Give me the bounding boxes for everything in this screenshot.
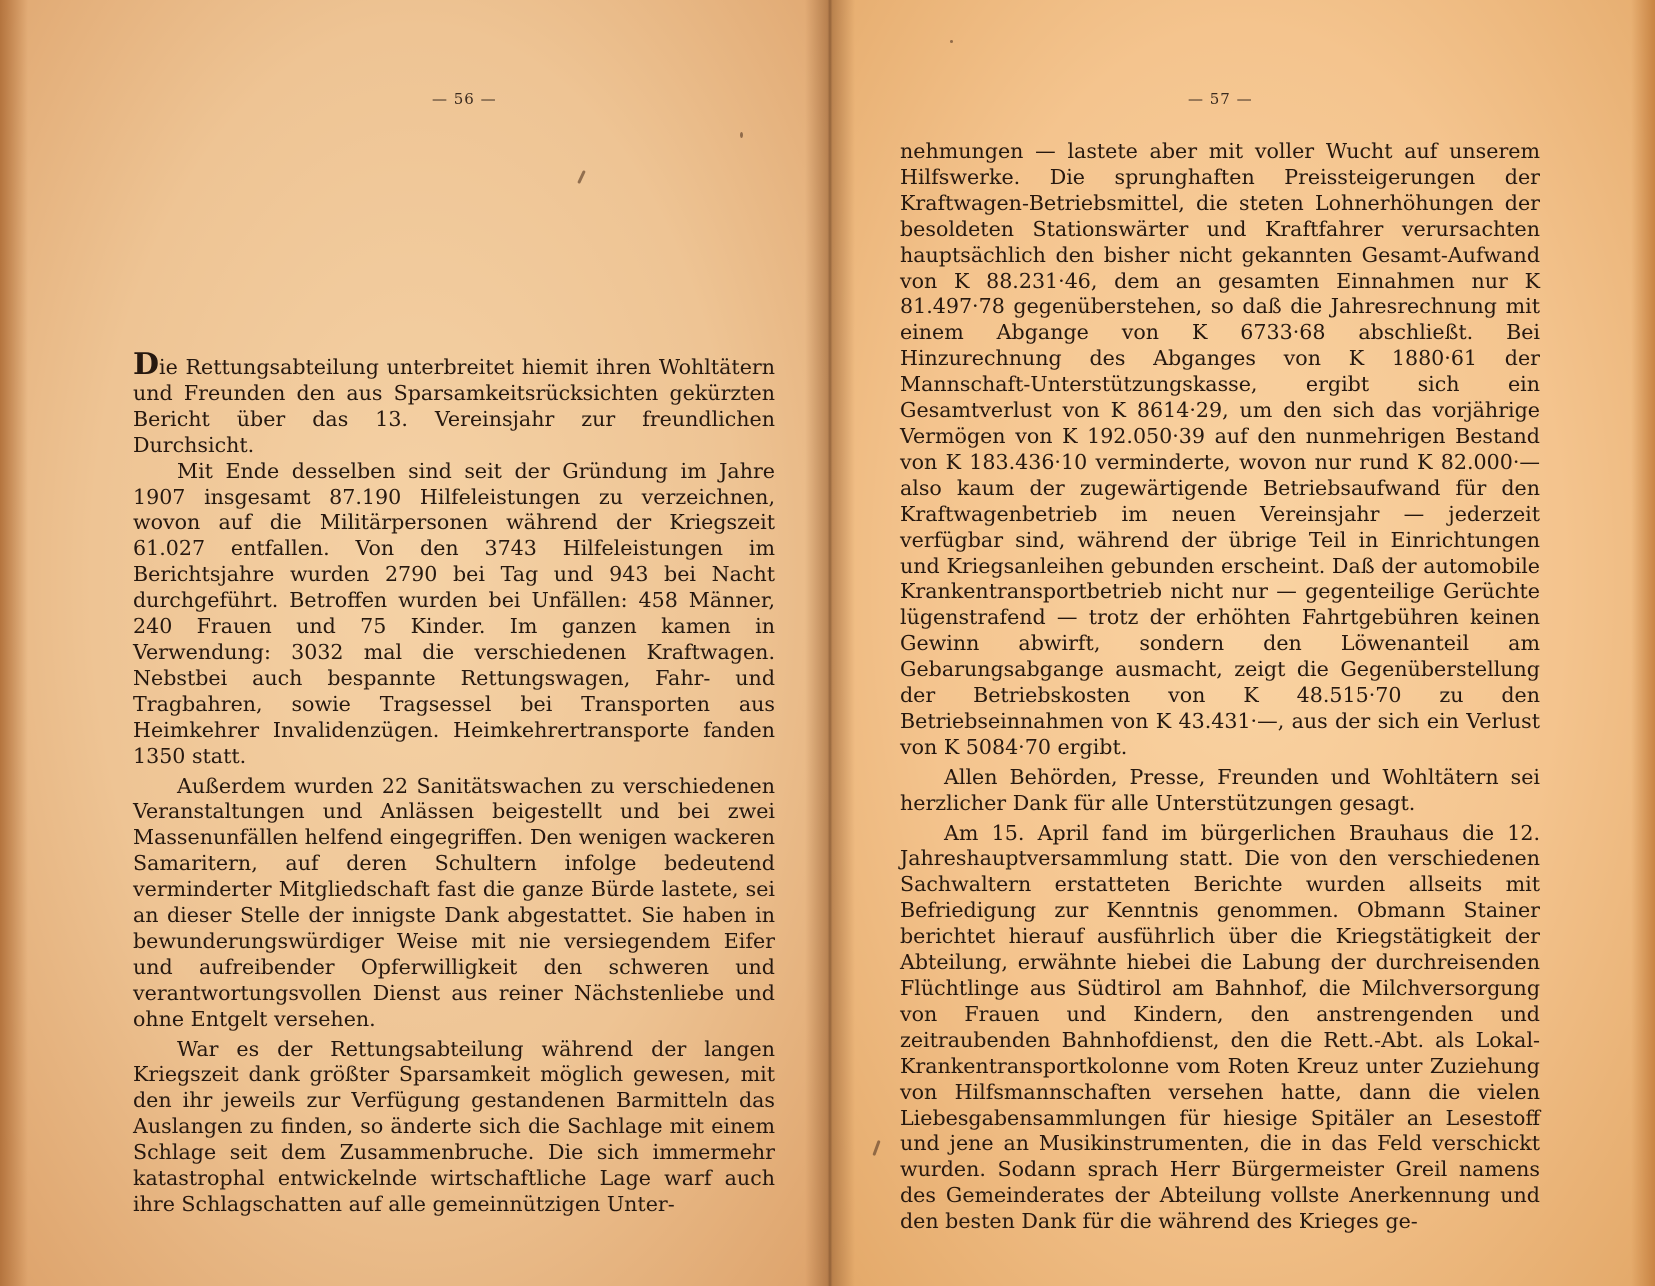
paper-speck bbox=[577, 170, 586, 184]
paper-speck bbox=[872, 1140, 880, 1156]
page-edge-shadow bbox=[1631, 0, 1655, 1286]
book-gutter bbox=[805, 0, 855, 1286]
paper-speck bbox=[950, 40, 953, 43]
paragraph-intro-text: ie Rettungsabteilung unterbreitet hiemit ihren Wohltätern und Freunden den aus Sparsamkeitsrücksichten gekürzten Bericht über das 13. Vereinsjahr zur freundlichen Durchsicht. bbox=[133, 355, 775, 457]
paper-speck bbox=[740, 132, 743, 138]
page-number-right: — 57 — bbox=[1188, 90, 1253, 108]
page-edge-shadow bbox=[0, 0, 28, 1286]
paragraph-annual-meeting: Am 15. April fand im bürgerlichen Brauhaus die 12. Jahreshauptversammlung statt. Die von den verschiedenen Sachwaltern erstatteten Berichte wurden allseits mit Befriedigung zur Kenntnis genommen. Obmann Stainer berichtet hierauf ausführlich über die Kriegstätigkeit der Abteilung, erwähnte hiebei die Labung der durchreisenden Flüchtlinge aus Südtirol am Bahnhof, die Milchversorgung von Frauen und Kindern, den anstrengenden und zeitraubenden Bahnhofdienst, den die Rett.-Abt. als Lokal-Krankentransportkolonne vom Roten Kreuz unter Zuziehung von Hilfsmannschaften versehen hatte, dann die vielen Liebesgabensammlungen für hiesige Spitäler an Lesestoff und jene an Musikinstrumenten, die in das Feld verschickt wurden. Sodann sprach Herr Bürgermeister Greil namens des Gemeinderates der Abteilung vollste Anerkennung und den besten Dank für die während des Krieges ge- bbox=[900, 820, 1540, 1234]
paragraph-statistics: Mit Ende desselben sind seit der Gründung im Jahre 1907 insgesamt 87.190 Hilfeleistungen zu verzeichnen, wovon auf die Militärpersonen während der Kriegszeit 61.027 entfallen. Von den 3743 Hilfeleistungen im Berichtsjahre wurden 2790 bei Tag und 943 bei Nacht durchgeführt. Betroffen wurden bei Unfällen: 458 Männer, 240 Frauen und 75 Kinder. Im ganzen kamen in Verwendung: 3032 mal die verschiedenen Kraftwagen. Nebstbei auch bespannte Rettungswagen, Fahr- und Tragbahren, sowie Tragsessel bei Transporten aus Heimkehrer Invalidenzügen. Heimkehrertransporte fanden 1350 statt. bbox=[133, 458, 775, 768]
page-number-left: — 56 — bbox=[432, 90, 497, 108]
paragraph-finances-start: War es der Rettungsabteilung während der langen Kriegszeit dank größter Sparsamkeit möglich gewesen, mit den ihr jeweils zur Verfügung gestandenen Barmitteln das Auslangen zu finden, so änderte sich die Sachlage mit einem Schlage seit dem Zusammenbruche. Die sich immermehr katastrophal entwickelnde wirtschaftliche Lage warf auch ihre Schlagschatten auf alle gemeinnützigen Unter- bbox=[133, 1036, 775, 1216]
paragraph-sanitaetswachen: Außerdem wurden 22 Sanitätswachen zu verschiedenen Veranstaltungen und Anlässen beigestellt und bei zwei Massenunfällen helfend eingegriffen. Den wenigen wackeren Samaritern, auf deren Schultern infolge bedeutend verminderter Mitgliedschaft fast die ganze Bürde lastete, sei an dieser Stelle der innigste Dank abgestattet. Sie haben in bewunderungswürdiger Weise mit nie versiegendem Eifer und aufreibender Opferwilligkeit den schweren und verantwortungsvollen Dienst aus reiner Nächstenliebe und ohne Entgelt versehen. bbox=[133, 773, 775, 1031]
right-page bbox=[830, 0, 1655, 1286]
paragraph-finances-continued: nehmungen — lastete aber mit voller Wucht auf unserem Hilfswerke. Die sprunghaften Preissteigerungen der Kraftwagen-Betriebsmittel, die steten Lohnerhöhungen der besoldeten Stationswärter und Kraftfahrer verursachten hauptsächlich den bisher nicht gekannten Gesamt-Aufwand von K 88.231·46, dem an gesamten Einnahmen nur K 81.497·78 gegenüberstehen, so daß die Jahresrechnung mit einem Abgange von K 6733·68 abschließt. Bei Hinzurechnung des Abganges von K 1880·61 der Mannschaft-Unterstützungskasse, ergibt sich ein Gesamtverlust von K 8614·29, um den sich das vorjährige Vermögen von K 192.050·39 auf den nunmehrigen Bestand von K 183.436·10 verminderte, wovon nur rund K 82.000·— also kaum der zugewärtigende Betriebsaufwand für den Kraftwagenbetrieb im neuen Vereinsjahr — jederzeit verfügbar sind, während der übrige Teil in Einrichtungen und Kriegsanleihen gebunden erscheint. Daß der automobile Krankentransportbetrieb nicht nur — gegenteilige Gerüchte lügenstrafend — trotz der erhöhten Fahrtgebühren keinen Gewinn abwirft, sondern den Löwenanteil am Gebarungsabgange ausmacht, zeigt die Gegenüberstellung der Betriebskosten von K 48.515·70 zu den Betriebseinnahmen von K 43.431·—, aus der sich ein Verlust von K 5084·70 ergibt. bbox=[900, 139, 1540, 759]
paragraph-thanks: Allen Behörden, Presse, Freunden und Wohltätern sei herzlicher Dank für alle Unterstützungen gesagt. bbox=[900, 764, 1540, 815]
paragraph-intro bbox=[133, 347, 775, 459]
right-page-text bbox=[900, 139, 1540, 1235]
left-page-text bbox=[133, 347, 775, 1218]
drop-cap: D bbox=[133, 347, 160, 382]
